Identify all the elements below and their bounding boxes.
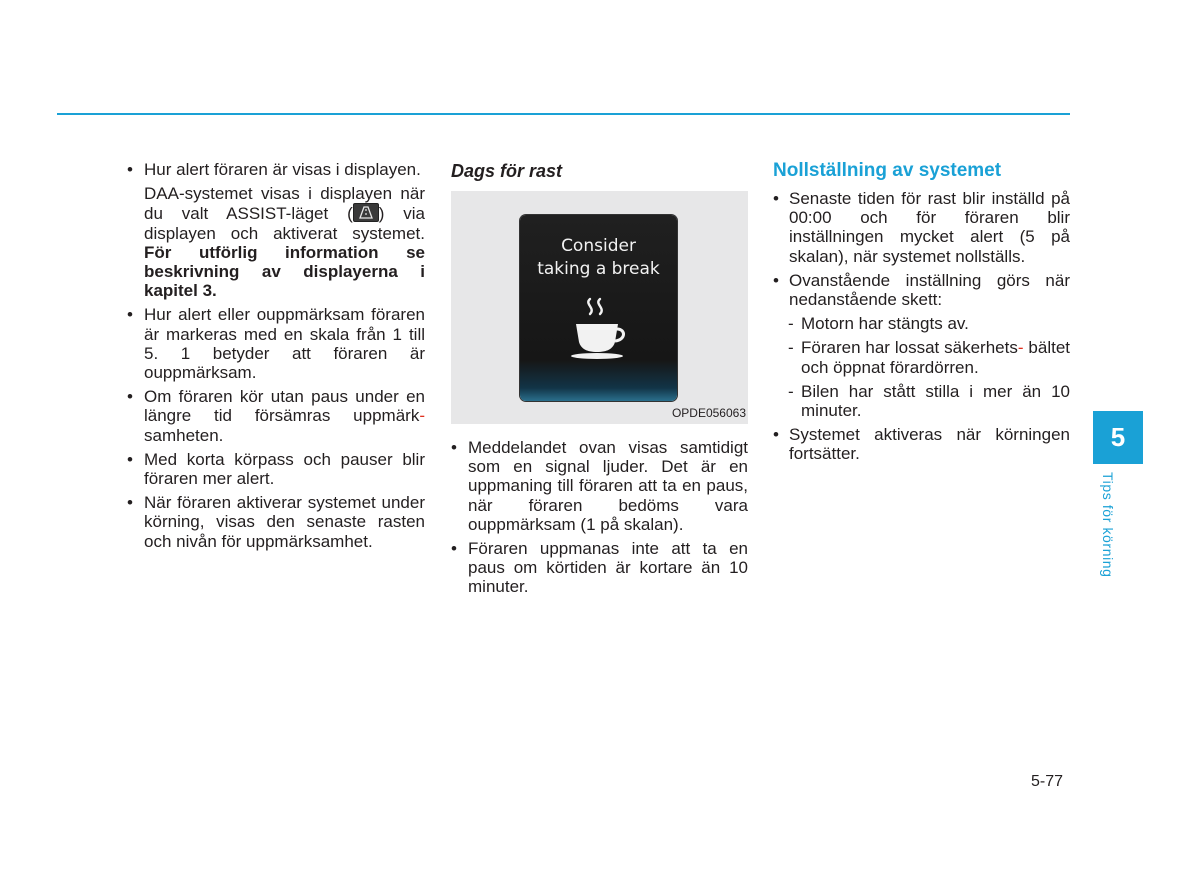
hyphen: -	[1017, 338, 1024, 358]
dash-text: Motorn har stängts av.	[801, 314, 969, 334]
daa-display-note	[127, 184, 425, 300]
list-item	[127, 160, 425, 179]
hyphen: -	[419, 406, 425, 426]
list-item	[127, 493, 425, 551]
list-item	[773, 189, 1070, 266]
bullet-text: Hur alert eller ouppmärksam föraren är markeras med en skala från 1 till 5. 1 betyder att föraren är ouppmärksam.	[144, 305, 425, 383]
bullet-marker: •	[773, 270, 779, 290]
dash-item	[773, 314, 1070, 333]
list-item	[127, 305, 425, 382]
list-item	[451, 539, 748, 597]
figure-code: OPDE056063	[671, 405, 746, 420]
display-line: taking a break	[537, 259, 660, 279]
dash-item	[773, 382, 1070, 420]
bullet-text: Meddelandet ovan visas samtidigt som en signal ljuder. Det är en uppmaning till föraren att ta en paus, när föraren bedöms vara ouppmärksam (1 på skalan).	[468, 438, 748, 534]
bullet-marker: •	[127, 160, 133, 179]
bullet-marker: •	[127, 449, 133, 469]
list-item	[127, 387, 425, 445]
bullet-marker: •	[451, 438, 457, 457]
list-item	[451, 438, 748, 534]
bullet-marker: •	[127, 493, 133, 513]
bullet-text: När föraren aktiverar systemet under körning, visas den senaste rasten och nivån för uppmärksamhet.	[144, 493, 425, 551]
column-right	[773, 160, 1070, 469]
list-item	[773, 271, 1070, 309]
bullet-text: Systemet aktiveras när körningen fortsätter.	[789, 425, 1070, 464]
bullet-text: Föraren uppmanas inte att ta en paus om körtiden är kortare än 10 minuter.	[468, 539, 748, 597]
bullet-marker: •	[451, 539, 457, 559]
dash-text: bältet och öppnat förardörren.	[801, 338, 1070, 377]
bullet-text: Med korta körpass och pauser blir föraren mer alert.	[144, 449, 425, 489]
cluster-display	[520, 215, 677, 401]
chapter-label: Tips för körning	[1100, 472, 1116, 578]
bullet-text: Om föraren kör utan paus under en längre tid försämras uppmärk	[144, 387, 425, 426]
chapter-tab: 5	[1093, 411, 1143, 464]
column-middle	[451, 160, 748, 602]
bullet-text: Ovanstående inställning görs när nedanstående skett:	[789, 270, 1070, 310]
list-item	[127, 450, 425, 488]
cluster-message-figure	[451, 191, 748, 424]
bullet-marker: •	[773, 425, 779, 445]
list-item	[773, 425, 1070, 463]
dash-item	[773, 338, 1070, 376]
page-number: 5-77	[1031, 773, 1064, 790]
display-message	[520, 235, 677, 281]
note-text-post: ) via displayen och aktiverat systemet.	[144, 204, 425, 243]
note-text-pre: DAA-systemet visas i displayen när du valt ASSIST-läget (	[144, 184, 425, 224]
bullet-text: Senaste tiden för rast blir inställd på 00:00 och för föraren blir inställningen mycket alert (5 på skalan), när systemet nollställs.	[789, 189, 1070, 266]
dash-marker: -	[788, 381, 794, 401]
dash-text: Bilen har stått stilla i mer än 10 minuter.	[801, 381, 1070, 421]
dash-text: Föraren har lossat säkerhets	[801, 338, 1018, 358]
bullet-marker: •	[773, 189, 779, 208]
bullet-text: samheten.	[144, 425, 224, 445]
header-rule	[57, 113, 1070, 115]
reference-text: För utförlig information se beskrivning av displayerna i kapitel 3.	[144, 242, 425, 301]
bullet-text: Hur alert föraren är visas i displayen.	[144, 160, 421, 179]
lane-assist-icon	[353, 203, 379, 222]
bullet-marker: •	[127, 305, 133, 325]
dash-marker: -	[788, 314, 794, 334]
section-subheading: Dags för rast	[451, 161, 563, 181]
section-heading: Nollställning av systemet	[773, 160, 1002, 181]
bullet-marker: •	[127, 387, 133, 407]
column-left	[127, 160, 425, 556]
dash-marker: -	[788, 338, 794, 358]
coffee-cup-icon	[568, 297, 630, 361]
display-line: Consider	[561, 236, 636, 256]
